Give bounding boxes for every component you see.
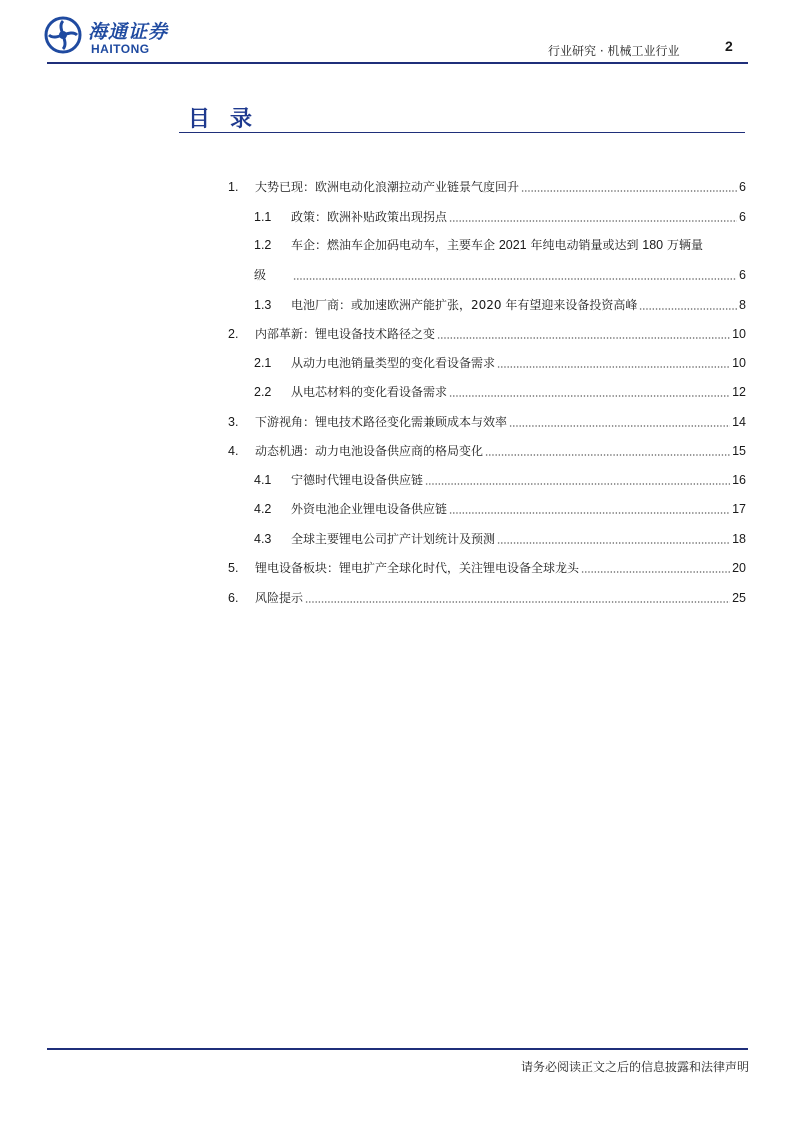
- toc-entry-text: 政策：欧洲补贴政策出现拐点: [291, 210, 448, 224]
- page-number: 2: [725, 38, 733, 54]
- toc-entry-text-line2: 级: [254, 268, 267, 282]
- leader-dots: [437, 337, 730, 339]
- toc-entry-page: 12: [732, 385, 746, 399]
- toc-entry-number: 4.: [228, 444, 239, 458]
- toc-entry-number: 1.2: [254, 238, 272, 252]
- toc-entry-page: 16: [732, 473, 746, 487]
- toc-entry-page: 15: [732, 444, 746, 458]
- toc-entry-page: 14: [732, 415, 746, 429]
- toc-entry-page: 10: [732, 327, 746, 341]
- toc-entry-text: 宁德时代锂电设备供应链: [291, 473, 424, 487]
- toc-entry-number: 5.: [228, 561, 239, 575]
- toc-heading: 目录: [188, 107, 273, 132]
- toc-entry-1-2[interactable]: [254, 236, 746, 254]
- leader-dots: [497, 542, 730, 544]
- toc-entry-text: 下游视角：锂电技术路径变化需兼顾成本与效率: [255, 415, 508, 429]
- toc-entry-number: 1.1: [254, 210, 272, 224]
- toc-entry-4[interactable]: [228, 442, 746, 460]
- leader-dots: [449, 220, 737, 222]
- toc-entry-text: 内部革新：锂电设备技术路径之变: [255, 327, 436, 341]
- disclosure-notice: 请务必阅读正文之后的信息披露和法律声明: [521, 1060, 750, 1074]
- leader-dots: [509, 425, 730, 427]
- toc-entry-text: 电池厂商：或加速欧洲产能扩张，2020 年有望迎来设备投资高峰: [291, 298, 638, 312]
- leader-dots: [485, 454, 730, 456]
- toc-entry-page: 10: [732, 356, 746, 370]
- toc-entry-number: 1.: [228, 180, 239, 194]
- toc-entry-3[interactable]: [228, 413, 746, 431]
- leader-dots: [305, 601, 730, 603]
- leader-dots: [581, 571, 730, 573]
- toc-entry-page: 6: [739, 180, 746, 194]
- toc-entry-page: 18: [732, 532, 746, 546]
- toc-entry-text-line1: 车企：燃油车企加码电动车，主要车企 2021 年纯电动销量或达到 180 万辆量: [291, 238, 703, 252]
- logo-english-name: HAITONG: [91, 42, 150, 56]
- header-divider: [47, 62, 748, 64]
- toc-entry-2[interactable]: [228, 325, 746, 343]
- leader-dots: [449, 395, 730, 397]
- toc-entry-page: 20: [732, 561, 746, 575]
- toc-entry-text: 风险提示: [255, 591, 304, 605]
- toc-entry-number: 2.: [228, 327, 239, 341]
- toc-entry-number: 4.3: [254, 532, 272, 546]
- leader-dots: [639, 308, 737, 310]
- toc-entry-number: 6.: [228, 591, 239, 605]
- toc-entry-text: 大势已现：欧洲电动化浪潮拉动产业链景气度回升: [255, 180, 520, 194]
- toc-entry-page: 6: [739, 268, 746, 282]
- toc-entry-number: 2.1: [254, 356, 272, 370]
- toc-entry-number: 4.2: [254, 502, 272, 516]
- toc-entry-1[interactable]: [228, 178, 746, 196]
- haitong-logo: [44, 16, 184, 60]
- toc-entry-2-2[interactable]: [254, 383, 746, 401]
- report-category: 行业研究 · 机械工业行业: [548, 44, 680, 58]
- toc-entry-page: 25: [732, 591, 746, 605]
- leader-dots: [521, 190, 737, 192]
- toc-entry-number: 1.3: [254, 298, 272, 312]
- toc-entry-page: 6: [739, 210, 746, 224]
- toc-entry-text: 动态机遇：动力电池设备供应商的格局变化: [255, 444, 484, 458]
- toc-heading-divider: [179, 132, 745, 133]
- leader-dots: [293, 278, 737, 280]
- toc-entry-1-3[interactable]: [254, 296, 746, 314]
- toc-entry-page: 17: [732, 502, 746, 516]
- toc-entry-1-2-continued[interactable]: [254, 266, 746, 284]
- leader-dots: [449, 512, 730, 514]
- toc-entry-text: 全球主要锂电公司扩产计划统计及预测: [291, 532, 496, 546]
- toc-entry-2-1[interactable]: [254, 354, 746, 372]
- toc-entry-4-2[interactable]: [254, 500, 746, 518]
- toc-entry-text: 从电芯材料的变化看设备需求: [291, 385, 448, 399]
- leader-dots: [425, 483, 730, 485]
- toc-entry-4-1[interactable]: [254, 471, 746, 489]
- toc-entry-6[interactable]: [228, 589, 746, 607]
- leader-dots: [497, 366, 730, 368]
- toc-entry-number: 2.2: [254, 385, 272, 399]
- toc-entry-text: 外资电池企业锂电设备供应链: [291, 502, 448, 516]
- logo-chinese-name: 海通证券: [88, 21, 169, 43]
- haitong-emblem-icon: [44, 16, 82, 54]
- toc-entry-number: 4.1: [254, 473, 272, 487]
- toc-entry-number: 3.: [228, 415, 239, 429]
- toc-entry-1-1[interactable]: [254, 208, 746, 226]
- toc-entry-page: 8: [739, 298, 746, 312]
- toc-entry-4-3[interactable]: [254, 530, 746, 548]
- toc-entry-text: 锂电设备板块：锂电扩产全球化时代，关注锂电设备全球龙头: [255, 561, 580, 575]
- toc-entry-text: 从动力电池销量类型的变化看设备需求: [291, 356, 496, 370]
- toc-entry-5[interactable]: [228, 559, 746, 577]
- footer-divider: [47, 1048, 748, 1050]
